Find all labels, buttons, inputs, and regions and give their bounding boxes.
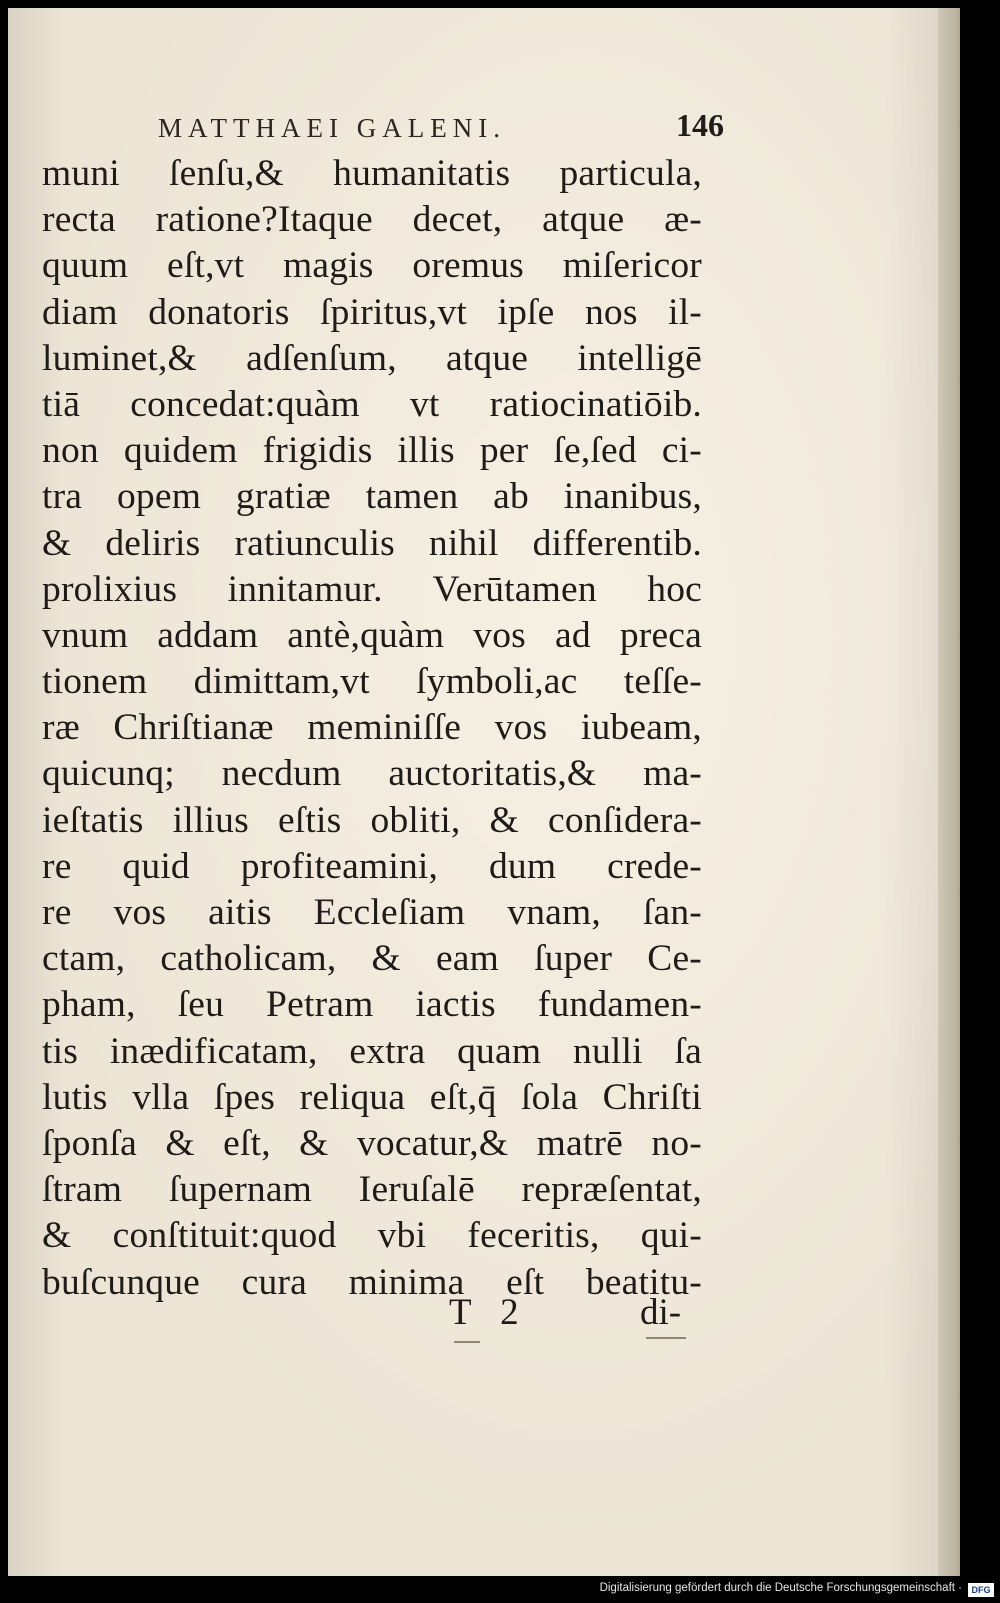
running-head: MATTHAEI GALENI. — [158, 113, 506, 143]
dfg-credit-text: Digitalisierung gefördert durch die Deutsche Forschungsgemeinschaft · — [599, 1582, 962, 1594]
dfg-logo: DFG — [968, 1583, 994, 1597]
signature-mark: T 2 — [449, 1292, 529, 1333]
footer-rule — [646, 1337, 686, 1339]
text-line: tra opem gratiæ tamen ab inanibus, — [42, 476, 702, 518]
text-line: recta ratione?Itaque decet, atque æ- — [42, 199, 702, 241]
page-number: 146 — [676, 107, 724, 143]
text-line: ræ Chriſtianæ meminiſſe vos iubeam, — [42, 707, 702, 749]
text-line: lutis vlla ſpes reliqua eſt,q̄ ſola Chriſti — [42, 1076, 702, 1118]
text-line: pham, ſeu Petram iactis fundamen- — [42, 984, 702, 1026]
catchword: di- — [640, 1292, 682, 1333]
text-line: quum eſt,vt magis oremus miſericor — [42, 245, 702, 287]
text-line: tionem dimittam,vt ſymboli,ac teſſe- — [42, 661, 702, 703]
book-page — [8, 8, 960, 1576]
text-line: prolixius innitamur. Verūtamen hoc — [42, 568, 702, 610]
text-line: vnum addam antè,quàm vos ad preca — [42, 614, 702, 656]
text-line: buſcunque cura minima eſt beatitu- — [42, 1261, 702, 1303]
text-line: non quidem frigidis illis per ſe,ſed ci- — [42, 430, 702, 472]
text-line: & conſtituit:quod vbi feceritis, qui- — [42, 1215, 702, 1257]
text-line: diam donatoris ſpiritus,vt ipſe nos il- — [42, 291, 702, 333]
text-line: tiā concedat:quàm vt ratiocinatiōib. — [42, 383, 702, 425]
text-line: muni ſenſu,& humanitatis particula, — [42, 153, 702, 194]
text-line: ctam, catholicam, & eam ſuper Ce- — [42, 938, 702, 980]
page-footer — [42, 1291, 702, 1341]
text-line: ſtram ſupernam Ieruſalē repræſentat, — [42, 1169, 702, 1211]
page-header — [158, 107, 758, 153]
text-line: ieſtatis illius eſtis obliti, & conſidera- — [42, 799, 702, 841]
page-fore-edge — [938, 8, 960, 1576]
text-line: quicunq; necdum auctoritatis,& ma- — [42, 753, 702, 795]
text-line: & deliris ratiunculis nihil differentib. — [42, 522, 702, 564]
text-block — [42, 151, 702, 1306]
text-line: re quid profiteamini, dum crede- — [42, 845, 702, 887]
text-line: tis inædificatam, extra quam nulli ſa — [42, 1030, 702, 1072]
text-line: re vos aitis Eccleſiam vnam, ſan- — [42, 892, 702, 933]
text-line: ſponſa & eſt, & vocatur,& matrē no- — [42, 1122, 702, 1164]
footer-rule — [454, 1341, 480, 1343]
dfg-credit-bar — [0, 1578, 1000, 1603]
text-line: luminet,& adſenſum, atque intelligē — [42, 337, 702, 379]
